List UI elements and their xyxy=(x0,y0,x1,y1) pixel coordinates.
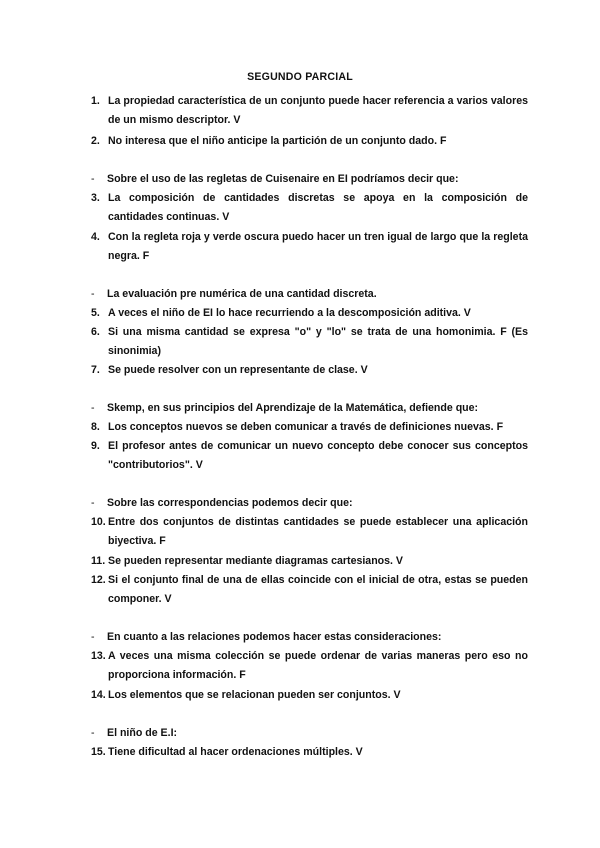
question-text: La composición de cantidades discretas se apoya en la composición de cantidades continuas. V xyxy=(108,192,528,224)
section-dash: - xyxy=(91,727,95,739)
section-heading-text: La evaluación pre numérica de una cantidad discreta. xyxy=(107,288,377,300)
question-item xyxy=(91,743,528,762)
question-item xyxy=(91,418,528,437)
question-number: 2. xyxy=(91,135,100,147)
question-number: 9. xyxy=(91,440,100,452)
question-text: Los conceptos nuevos se deben comunicar a través de definiciones nuevas. F xyxy=(108,421,504,433)
question-text: Se puede resolver con un representante de clase. V xyxy=(108,364,368,376)
question-item xyxy=(91,189,528,228)
section-heading xyxy=(91,628,528,647)
question-text: Los elementos que se relacionan pueden ser conjuntos. V xyxy=(108,689,401,701)
question-number: 11. xyxy=(91,555,106,567)
question-text: Si una misma cantidad se expresa "o" y "lo" se trata de una homonimia. F (Es sinonimia) xyxy=(108,326,528,358)
question-number: 15. xyxy=(91,746,106,758)
question-item xyxy=(91,571,528,610)
section-heading xyxy=(91,724,528,743)
question-text: La propiedad característica de un conjunto puede hacer referencia a varios valores de un mismo descriptor. V xyxy=(108,95,528,127)
section-heading xyxy=(91,170,528,189)
question-number: 3. xyxy=(91,192,100,204)
question-number: 1. xyxy=(91,95,100,107)
section-dash: - xyxy=(91,288,95,300)
section-heading-text: En cuanto a las relaciones podemos hacer estas consideraciones: xyxy=(107,631,442,643)
question-number: 8. xyxy=(91,421,100,433)
question-item xyxy=(91,361,528,380)
section-dash: - xyxy=(91,402,95,414)
question-item xyxy=(91,686,528,705)
question-number: 14. xyxy=(91,689,106,701)
section-heading-text: El niño de E.I: xyxy=(107,727,178,739)
section-heading-text: Sobre el uso de las regletas de Cuisenaire en EI podríamos decir que: xyxy=(107,173,459,185)
section-dash: - xyxy=(91,497,95,509)
question-item xyxy=(91,513,528,552)
question-item xyxy=(91,323,528,362)
question-item xyxy=(91,437,528,476)
question-item xyxy=(91,304,528,323)
question-text: Si el conjunto final de una de ellas coincide con el inicial de otra, estas se pueden componer. V xyxy=(108,574,528,606)
question-text: Con la regleta roja y verde oscura puedo hacer un tren igual de largo que la regleta negra. F xyxy=(108,231,528,263)
question-text: El profesor antes de comunicar un nuevo concepto debe conocer sus conceptos "contributorios". V xyxy=(108,440,528,472)
section-heading-text: Sobre las correspondencias podemos decir que: xyxy=(107,497,353,509)
question-number: 13. xyxy=(91,650,106,662)
question-number: 5. xyxy=(91,307,100,319)
question-number: 4. xyxy=(91,231,100,243)
section-heading xyxy=(91,494,528,513)
question-text: Entre dos conjuntos de distintas cantidades se puede establecer una aplicación biyectiva. F xyxy=(108,516,528,548)
section-heading xyxy=(91,285,528,304)
question-text: A veces una misma colección se puede ordenar de varias maneras pero eso no proporciona información. F xyxy=(108,650,528,682)
section-dash: - xyxy=(91,173,95,185)
section-dash: - xyxy=(91,631,95,643)
question-number: 6. xyxy=(91,326,100,338)
section-heading-text: Skemp, en sus principios del Aprendizaje de la Matemática, defiende que: xyxy=(107,402,479,414)
question-number: 7. xyxy=(91,364,100,376)
question-text: No interesa que el niño anticipe la partición de un conjunto dado. F xyxy=(108,135,447,147)
question-item xyxy=(91,92,528,131)
question-item xyxy=(91,228,528,267)
question-item xyxy=(91,132,528,151)
question-number: 12. xyxy=(91,574,106,586)
page-title: SEGUNDO PARCIAL xyxy=(247,71,353,83)
question-item xyxy=(91,647,528,686)
question-text: Tiene dificultad al hacer ordenaciones múltiples. V xyxy=(108,746,363,758)
section-heading xyxy=(91,399,528,418)
question-item xyxy=(91,552,528,571)
question-number: 10. xyxy=(91,516,106,528)
question-text: A veces el niño de EI lo hace recurriendo a la descomposición aditiva. V xyxy=(108,307,471,319)
question-text: Se pueden representar mediante diagramas cartesianos. V xyxy=(108,555,403,567)
